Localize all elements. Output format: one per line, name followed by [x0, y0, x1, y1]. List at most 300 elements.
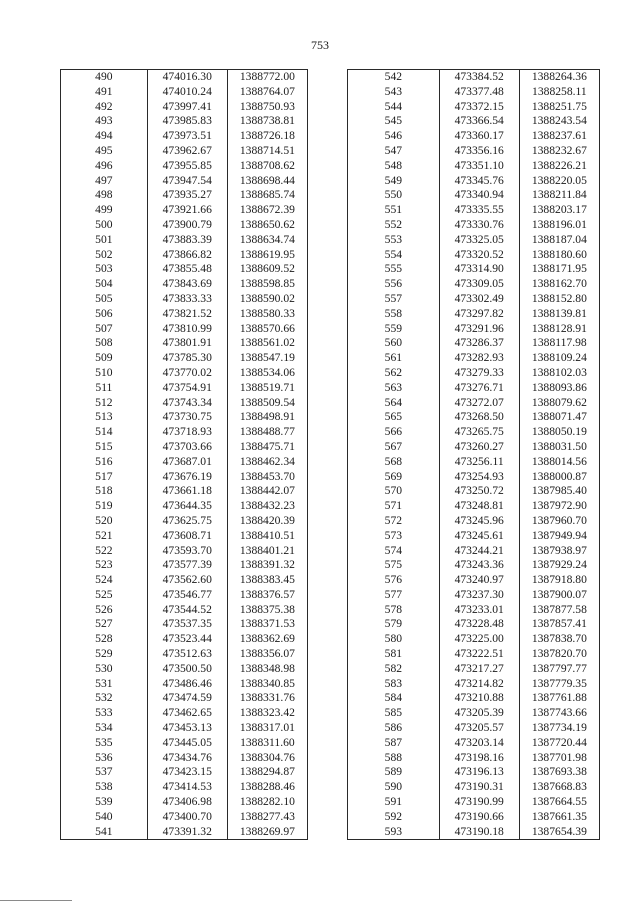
x-coordinate-cell: 473351.10: [439, 159, 519, 174]
x-coordinate-cell: 473843.69: [147, 277, 227, 292]
x-coordinate-cell: 473309.05: [439, 277, 519, 292]
x-coordinate-cell: 474010.24: [147, 85, 227, 100]
point-number-cell: 530: [61, 662, 148, 677]
y-coordinate-cell: 1388180.60: [519, 248, 599, 263]
table-row: [348, 706, 600, 721]
table-row: [61, 233, 308, 248]
x-coordinate-cell: 473833.33: [147, 292, 227, 307]
y-coordinate-cell: 1387693.38: [519, 765, 599, 780]
table-row: [348, 603, 600, 618]
point-number-cell: 571: [348, 499, 440, 514]
y-coordinate-cell: 1388401.21: [227, 544, 307, 559]
table-row: [348, 262, 600, 277]
y-coordinate-cell: 1388442.07: [227, 484, 307, 499]
table-row: [348, 114, 600, 129]
y-coordinate-cell: 1388375.38: [227, 603, 307, 618]
y-coordinate-cell: 1388685.74: [227, 188, 307, 203]
table-row: [61, 677, 308, 692]
y-coordinate-cell: 1388598.85: [227, 277, 307, 292]
y-coordinate-cell: 1388226.21: [519, 159, 599, 174]
x-coordinate-cell: 473544.52: [147, 603, 227, 618]
x-coordinate-cell: 473785.30: [147, 351, 227, 366]
table-row: [348, 617, 600, 632]
table-row: [61, 795, 308, 810]
x-coordinate-cell: 473222.51: [439, 647, 519, 662]
table-row: [61, 292, 308, 307]
point-number-cell: 501: [61, 233, 148, 248]
x-coordinate-cell: 473372.15: [439, 100, 519, 115]
table-row: [348, 470, 600, 485]
table-row: [61, 691, 308, 706]
y-coordinate-cell: 1388311.60: [227, 736, 307, 751]
x-coordinate-cell: 473190.31: [439, 780, 519, 795]
point-number-cell: 551: [348, 203, 440, 218]
point-number-cell: 589: [348, 765, 440, 780]
point-number-cell: 592: [348, 810, 440, 825]
point-number-cell: 494: [61, 129, 148, 144]
y-coordinate-cell: 1388391.32: [227, 558, 307, 573]
point-number-cell: 568: [348, 455, 440, 470]
point-number-cell: 540: [61, 810, 148, 825]
y-coordinate-cell: 1388356.07: [227, 647, 307, 662]
x-coordinate-cell: 473291.96: [439, 322, 519, 337]
x-coordinate-cell: 473537.35: [147, 617, 227, 632]
point-number-cell: 515: [61, 440, 148, 455]
table-row: [348, 425, 600, 440]
x-coordinate-cell: 473562.60: [147, 573, 227, 588]
point-number-cell: 546: [348, 129, 440, 144]
x-coordinate-cell: 473546.77: [147, 588, 227, 603]
point-number-cell: 532: [61, 691, 148, 706]
y-coordinate-cell: 1388708.62: [227, 159, 307, 174]
table-row: [61, 336, 308, 351]
x-coordinate-cell: 473196.13: [439, 765, 519, 780]
y-coordinate-cell: 1387960.70: [519, 514, 599, 529]
table-row: [348, 292, 600, 307]
y-coordinate-cell: 1388453.70: [227, 470, 307, 485]
y-coordinate-cell: 1388590.02: [227, 292, 307, 307]
y-coordinate-cell: 1388561.02: [227, 336, 307, 351]
y-coordinate-cell: 1388269.97: [227, 825, 307, 840]
x-coordinate-cell: 473214.82: [439, 677, 519, 692]
table-row: [61, 721, 308, 736]
y-coordinate-cell: 1388650.62: [227, 218, 307, 233]
x-coordinate-cell: 473377.48: [439, 85, 519, 100]
point-number-cell: 588: [348, 751, 440, 766]
point-number-cell: 545: [348, 114, 440, 129]
x-coordinate-cell: 473286.37: [439, 336, 519, 351]
table-row: [61, 100, 308, 115]
point-number-cell: 549: [348, 174, 440, 189]
table-row: [348, 322, 600, 337]
x-coordinate-cell: 473245.61: [439, 529, 519, 544]
point-number-cell: 510: [61, 366, 148, 381]
x-coordinate-cell: 473272.07: [439, 396, 519, 411]
coordinate-table-right: [347, 69, 600, 840]
point-number-cell: 539: [61, 795, 148, 810]
table-row: [61, 573, 308, 588]
point-number-cell: 503: [61, 262, 148, 277]
y-coordinate-cell: 1388102.03: [519, 366, 599, 381]
point-number-cell: 504: [61, 277, 148, 292]
table-row: [348, 233, 600, 248]
table-row: [61, 366, 308, 381]
x-coordinate-cell: 473325.05: [439, 233, 519, 248]
y-coordinate-cell: 1388109.24: [519, 351, 599, 366]
x-coordinate-cell: 473248.81: [439, 499, 519, 514]
point-number-cell: 559: [348, 322, 440, 337]
x-coordinate-cell: 473730.75: [147, 410, 227, 425]
point-number-cell: 513: [61, 410, 148, 425]
table-row: [61, 159, 308, 174]
y-coordinate-cell: 1387761.88: [519, 691, 599, 706]
y-coordinate-cell: 1388726.18: [227, 129, 307, 144]
table-row: [348, 573, 600, 588]
point-number-cell: 490: [61, 70, 148, 85]
x-coordinate-cell: 473445.05: [147, 736, 227, 751]
x-coordinate-cell: 473340.94: [439, 188, 519, 203]
table-row: [61, 603, 308, 618]
y-coordinate-cell: 1388672.39: [227, 203, 307, 218]
x-coordinate-cell: 473360.17: [439, 129, 519, 144]
y-coordinate-cell: 1387701.98: [519, 751, 599, 766]
table-row: [348, 736, 600, 751]
table-row: [61, 736, 308, 751]
point-number-cell: 523: [61, 558, 148, 573]
point-number-cell: 514: [61, 425, 148, 440]
x-coordinate-cell: 473356.16: [439, 144, 519, 159]
y-coordinate-cell: 1388698.44: [227, 174, 307, 189]
table-row: [61, 544, 308, 559]
y-coordinate-cell: 1388093.86: [519, 381, 599, 396]
x-coordinate-cell: 473486.46: [147, 677, 227, 692]
table-row: [61, 780, 308, 795]
table-row: [348, 484, 600, 499]
table-row: [348, 410, 600, 425]
table-row: [61, 351, 308, 366]
footer-rule: [0, 900, 72, 901]
table-row: [348, 647, 600, 662]
point-number-cell: 508: [61, 336, 148, 351]
x-coordinate-cell: 473935.27: [147, 188, 227, 203]
point-number-cell: 509: [61, 351, 148, 366]
table-row: [61, 751, 308, 766]
table-row: [348, 588, 600, 603]
x-coordinate-cell: 473205.57: [439, 721, 519, 736]
point-number-cell: 572: [348, 514, 440, 529]
page-number: 753: [311, 38, 329, 52]
y-coordinate-cell: 1387661.35: [519, 810, 599, 825]
table-row: [61, 632, 308, 647]
table-row: [348, 396, 600, 411]
table-row: [348, 691, 600, 706]
y-coordinate-cell: 1388634.74: [227, 233, 307, 248]
y-coordinate-cell: 1388079.62: [519, 396, 599, 411]
x-coordinate-cell: 473190.99: [439, 795, 519, 810]
table-row: [61, 810, 308, 825]
table-row: [61, 588, 308, 603]
y-coordinate-cell: 1388764.07: [227, 85, 307, 100]
point-number-cell: 526: [61, 603, 148, 618]
x-coordinate-cell: 473453.13: [147, 721, 227, 736]
y-coordinate-cell: 1388264.36: [519, 70, 599, 85]
point-number-cell: 593: [348, 825, 440, 840]
x-coordinate-cell: 473245.96: [439, 514, 519, 529]
point-number-cell: 582: [348, 662, 440, 677]
x-coordinate-cell: 473330.76: [439, 218, 519, 233]
table-row: [61, 396, 308, 411]
table-row: [61, 647, 308, 662]
y-coordinate-cell: 1388232.67: [519, 144, 599, 159]
x-coordinate-cell: 473345.76: [439, 174, 519, 189]
table-row: [348, 632, 600, 647]
x-coordinate-cell: 473276.71: [439, 381, 519, 396]
point-number-cell: 528: [61, 632, 148, 647]
y-coordinate-cell: 1388117.98: [519, 336, 599, 351]
table-row: [61, 114, 308, 129]
y-coordinate-cell: 1387720.44: [519, 736, 599, 751]
x-coordinate-cell: 473256.11: [439, 455, 519, 470]
x-coordinate-cell: 473205.39: [439, 706, 519, 721]
x-coordinate-cell: 473190.18: [439, 825, 519, 840]
table-row: [348, 825, 600, 840]
table-row: [61, 307, 308, 322]
point-number-cell: 495: [61, 144, 148, 159]
x-coordinate-cell: 473985.83: [147, 114, 227, 129]
y-coordinate-cell: 1388462.34: [227, 455, 307, 470]
table-row: [348, 780, 600, 795]
table-row: [348, 810, 600, 825]
point-number-cell: 522: [61, 544, 148, 559]
x-coordinate-cell: 473962.67: [147, 144, 227, 159]
x-coordinate-cell: 473883.39: [147, 233, 227, 248]
y-coordinate-cell: 1388237.61: [519, 129, 599, 144]
table-row: [348, 129, 600, 144]
x-coordinate-cell: 473250.72: [439, 484, 519, 499]
point-number-cell: 520: [61, 514, 148, 529]
x-coordinate-cell: 473500.50: [147, 662, 227, 677]
x-coordinate-cell: 473366.54: [439, 114, 519, 129]
point-number-cell: 491: [61, 85, 148, 100]
x-coordinate-cell: 473474.59: [147, 691, 227, 706]
y-coordinate-cell: 1388323.42: [227, 706, 307, 721]
y-coordinate-cell: 1388547.19: [227, 351, 307, 366]
point-number-cell: 581: [348, 647, 440, 662]
x-coordinate-cell: 473703.66: [147, 440, 227, 455]
table-row: [348, 514, 600, 529]
table-row: [348, 795, 600, 810]
table-row: [61, 85, 308, 100]
y-coordinate-cell: 1387654.39: [519, 825, 599, 840]
y-coordinate-cell: 1387838.70: [519, 632, 599, 647]
table-row: [61, 144, 308, 159]
point-number-cell: 561: [348, 351, 440, 366]
table-row: [348, 455, 600, 470]
coordinate-table-left: [60, 69, 308, 840]
y-coordinate-cell: 1388000.87: [519, 470, 599, 485]
y-coordinate-cell: 1388580.33: [227, 307, 307, 322]
point-number-cell: 542: [348, 70, 440, 85]
point-number-cell: 517: [61, 470, 148, 485]
table-row: [61, 174, 308, 189]
table-row: [348, 544, 600, 559]
x-coordinate-cell: 473237.30: [439, 588, 519, 603]
x-coordinate-cell: 473423.15: [147, 765, 227, 780]
point-number-cell: 507: [61, 322, 148, 337]
x-coordinate-cell: 473240.97: [439, 573, 519, 588]
table-row: [348, 529, 600, 544]
point-number-cell: 553: [348, 233, 440, 248]
y-coordinate-cell: 1388383.45: [227, 573, 307, 588]
y-coordinate-cell: 1388171.95: [519, 262, 599, 277]
y-coordinate-cell: 1388738.81: [227, 114, 307, 129]
x-coordinate-cell: 473297.82: [439, 307, 519, 322]
table-row: [348, 662, 600, 677]
x-coordinate-cell: 473855.48: [147, 262, 227, 277]
x-coordinate-cell: 473282.93: [439, 351, 519, 366]
y-coordinate-cell: 1387857.41: [519, 617, 599, 632]
y-coordinate-cell: 1388203.17: [519, 203, 599, 218]
y-coordinate-cell: 1388243.54: [519, 114, 599, 129]
y-coordinate-cell: 1387938.97: [519, 544, 599, 559]
table-row: [348, 721, 600, 736]
y-coordinate-cell: 1388348.98: [227, 662, 307, 677]
x-coordinate-cell: 473661.18: [147, 484, 227, 499]
table-row: [348, 351, 600, 366]
x-coordinate-cell: 473320.52: [439, 248, 519, 263]
point-number-cell: 583: [348, 677, 440, 692]
y-coordinate-cell: 1388128.91: [519, 322, 599, 337]
y-coordinate-cell: 1388340.85: [227, 677, 307, 692]
y-coordinate-cell: 1388488.77: [227, 425, 307, 440]
y-coordinate-cell: 1388534.06: [227, 366, 307, 381]
y-coordinate-cell: 1388410.51: [227, 529, 307, 544]
x-coordinate-cell: 473718.93: [147, 425, 227, 440]
x-coordinate-cell: 473244.21: [439, 544, 519, 559]
point-number-cell: 536: [61, 751, 148, 766]
point-number-cell: 543: [348, 85, 440, 100]
point-number-cell: 557: [348, 292, 440, 307]
y-coordinate-cell: 1387820.70: [519, 647, 599, 662]
x-coordinate-cell: 473821.52: [147, 307, 227, 322]
point-number-cell: 525: [61, 588, 148, 603]
point-number-cell: 499: [61, 203, 148, 218]
table-row: [348, 85, 600, 100]
table-row: [61, 262, 308, 277]
table-row: [61, 188, 308, 203]
y-coordinate-cell: 1387668.83: [519, 780, 599, 795]
table-row: [348, 277, 600, 292]
y-coordinate-cell: 1388432.23: [227, 499, 307, 514]
point-number-cell: 547: [348, 144, 440, 159]
table-row: [61, 425, 308, 440]
point-number-cell: 518: [61, 484, 148, 499]
y-coordinate-cell: 1388772.00: [227, 70, 307, 85]
y-coordinate-cell: 1388187.04: [519, 233, 599, 248]
point-number-cell: 552: [348, 218, 440, 233]
point-number-cell: 492: [61, 100, 148, 115]
x-coordinate-cell: 473406.98: [147, 795, 227, 810]
table-row: [61, 662, 308, 677]
y-coordinate-cell: 1388475.71: [227, 440, 307, 455]
y-coordinate-cell: 1388196.01: [519, 218, 599, 233]
table-row: [348, 248, 600, 263]
x-coordinate-cell: 473225.00: [439, 632, 519, 647]
y-coordinate-cell: 1388304.76: [227, 751, 307, 766]
x-coordinate-cell: 473384.52: [439, 70, 519, 85]
y-coordinate-cell: 1388331.76: [227, 691, 307, 706]
y-coordinate-cell: 1388251.75: [519, 100, 599, 115]
x-coordinate-cell: 473400.70: [147, 810, 227, 825]
point-number-cell: 556: [348, 277, 440, 292]
point-number-cell: 565: [348, 410, 440, 425]
y-coordinate-cell: 1387918.80: [519, 573, 599, 588]
point-number-cell: 538: [61, 780, 148, 795]
y-coordinate-cell: 1388750.93: [227, 100, 307, 115]
y-coordinate-cell: 1388014.56: [519, 455, 599, 470]
point-number-cell: 574: [348, 544, 440, 559]
y-coordinate-cell: 1388031.50: [519, 440, 599, 455]
y-coordinate-cell: 1388294.87: [227, 765, 307, 780]
x-coordinate-cell: 473947.54: [147, 174, 227, 189]
x-coordinate-cell: 473577.39: [147, 558, 227, 573]
point-number-cell: 496: [61, 159, 148, 174]
point-number-cell: 575: [348, 558, 440, 573]
y-coordinate-cell: 1388071.47: [519, 410, 599, 425]
y-coordinate-cell: 1387949.94: [519, 529, 599, 544]
point-number-cell: 590: [348, 780, 440, 795]
y-coordinate-cell: 1388288.46: [227, 780, 307, 795]
table-row: [61, 129, 308, 144]
point-number-cell: 550: [348, 188, 440, 203]
y-coordinate-cell: 1388519.71: [227, 381, 307, 396]
table-row: [61, 248, 308, 263]
y-coordinate-cell: 1388714.51: [227, 144, 307, 159]
x-coordinate-cell: 473414.53: [147, 780, 227, 795]
y-coordinate-cell: 1388282.10: [227, 795, 307, 810]
table-row: [61, 440, 308, 455]
y-coordinate-cell: 1388277.43: [227, 810, 307, 825]
table-row: [61, 558, 308, 573]
x-coordinate-cell: 473254.93: [439, 470, 519, 485]
point-number-cell: 587: [348, 736, 440, 751]
x-coordinate-cell: 473973.51: [147, 129, 227, 144]
table-row: [61, 455, 308, 470]
x-coordinate-cell: 473687.01: [147, 455, 227, 470]
point-number-cell: 564: [348, 396, 440, 411]
table-row: [348, 677, 600, 692]
x-coordinate-cell: 473265.75: [439, 425, 519, 440]
table-row: [61, 322, 308, 337]
y-coordinate-cell: 1387664.55: [519, 795, 599, 810]
point-number-cell: 529: [61, 647, 148, 662]
point-number-cell: 591: [348, 795, 440, 810]
x-coordinate-cell: 473228.48: [439, 617, 519, 632]
y-coordinate-cell: 1388050.19: [519, 425, 599, 440]
y-coordinate-cell: 1388371.53: [227, 617, 307, 632]
point-number-cell: 535: [61, 736, 148, 751]
point-number-cell: 500: [61, 218, 148, 233]
point-number-cell: 558: [348, 307, 440, 322]
y-coordinate-cell: 1387743.66: [519, 706, 599, 721]
x-coordinate-cell: 473625.75: [147, 514, 227, 529]
point-number-cell: 531: [61, 677, 148, 692]
x-coordinate-cell: 473676.19: [147, 470, 227, 485]
point-number-cell: 497: [61, 174, 148, 189]
point-number-cell: 521: [61, 529, 148, 544]
x-coordinate-cell: 473593.70: [147, 544, 227, 559]
table-row: [348, 558, 600, 573]
